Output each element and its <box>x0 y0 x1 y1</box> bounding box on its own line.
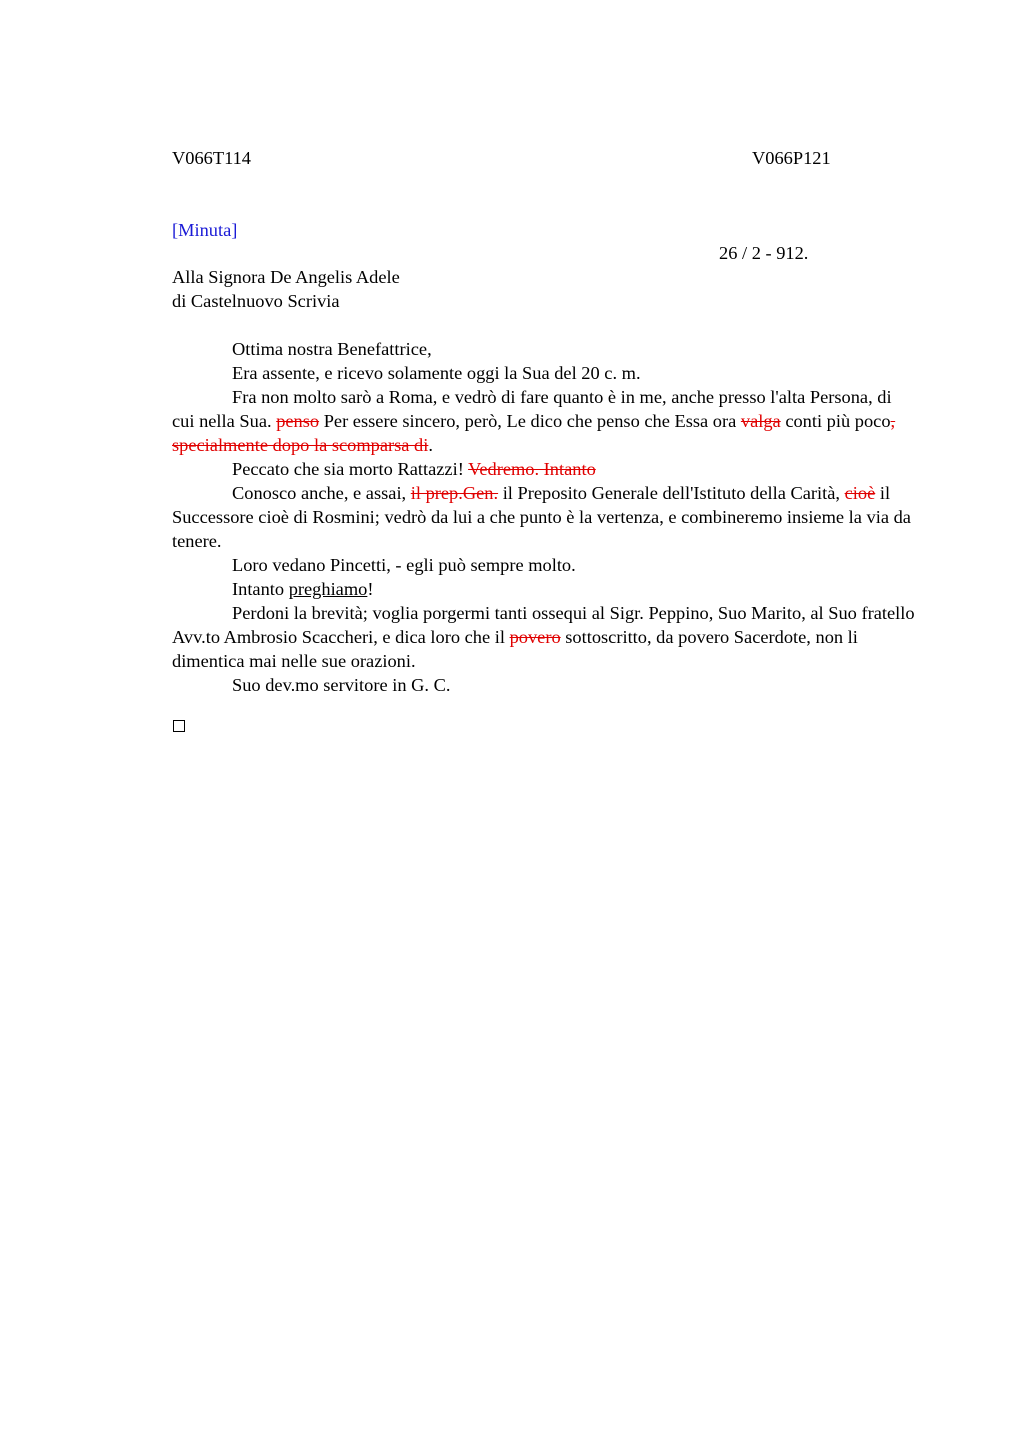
letter-body <box>172 337 918 697</box>
paragraph-2 <box>172 385 918 457</box>
p6-text-b: ! <box>367 579 374 599</box>
paragraph-3 <box>172 457 918 481</box>
header-left-code: V066T114 <box>172 148 252 168</box>
minuta-note: [Minuta] <box>172 220 238 240</box>
address-line-2: di Castelnuovo Scrivia <box>172 291 340 311</box>
paragraph-5: Loro vedano Pincetti, - egli può sempre molto. <box>232 555 576 575</box>
p2-text-d: . <box>428 435 433 455</box>
address-line-1: Alla Signora De Angelis Adele <box>172 267 400 287</box>
p2-text-b: Per essere sincero, però, Le dico che penso che Essa ora <box>319 411 741 431</box>
square-outline-icon <box>173 720 185 732</box>
letter-date: 26 / 2 - 912. <box>719 243 809 263</box>
deleted-text: , specialmente dopo la scomparsa di <box>172 411 896 455</box>
header-right-code: V066P121 <box>752 148 831 168</box>
closing: Suo dev.mo servitore in G. C. <box>232 675 451 695</box>
deleted-text: valga <box>740 411 781 431</box>
p4-text-a: Conosco anche, e assai, <box>232 483 411 503</box>
underlined-text: preghiamo <box>288 579 368 599</box>
p3-text-a: Peccato che sia morto Rattazzi! <box>232 459 469 479</box>
paragraph-4 <box>172 481 918 553</box>
p2-text-c: conti più poco <box>780 411 891 431</box>
p2-text-a: Fra non molto sarò a Roma, e vedrò di fare quanto è in me, anche presso l'alta Persona, di cui nella Sua. <box>172 387 892 431</box>
p6-text-a: Intanto <box>232 579 289 599</box>
deleted-text: penso <box>276 411 320 431</box>
deleted-text: povero <box>509 627 561 647</box>
p7-text-b: sottoscritto, da povero Sacerdote, non li dimentica mai nelle sue orazioni. <box>172 627 858 671</box>
salutation: Ottima nostra Benefattrice, <box>232 339 432 359</box>
deleted-text: cioè <box>844 483 876 503</box>
paragraph-6 <box>172 577 918 601</box>
p4-text-c: il Successore cioè di Rosmini; vedrò da lui a che punto è la vertenza, e combineremo insieme la via da tenere. <box>172 483 911 551</box>
p4-text-b: il Preposito Generale dell'Istituto della Carità, <box>498 483 845 503</box>
paragraph-7 <box>172 601 918 673</box>
deleted-text: il prep.Gen. <box>410 483 499 503</box>
deleted-text: Vedremo. Intanto <box>468 459 596 479</box>
paragraph-1: Era assente, e ricevo solamente oggi la Sua del 20 c. m. <box>232 363 641 383</box>
p7-text-a: Perdoni la brevità; voglia porgermi tanti ossequi al Sigr. Peppino, Suo Marito, al Suo fratello Avv.to Ambrosio Scaccheri, e dica loro che il <box>172 603 915 647</box>
